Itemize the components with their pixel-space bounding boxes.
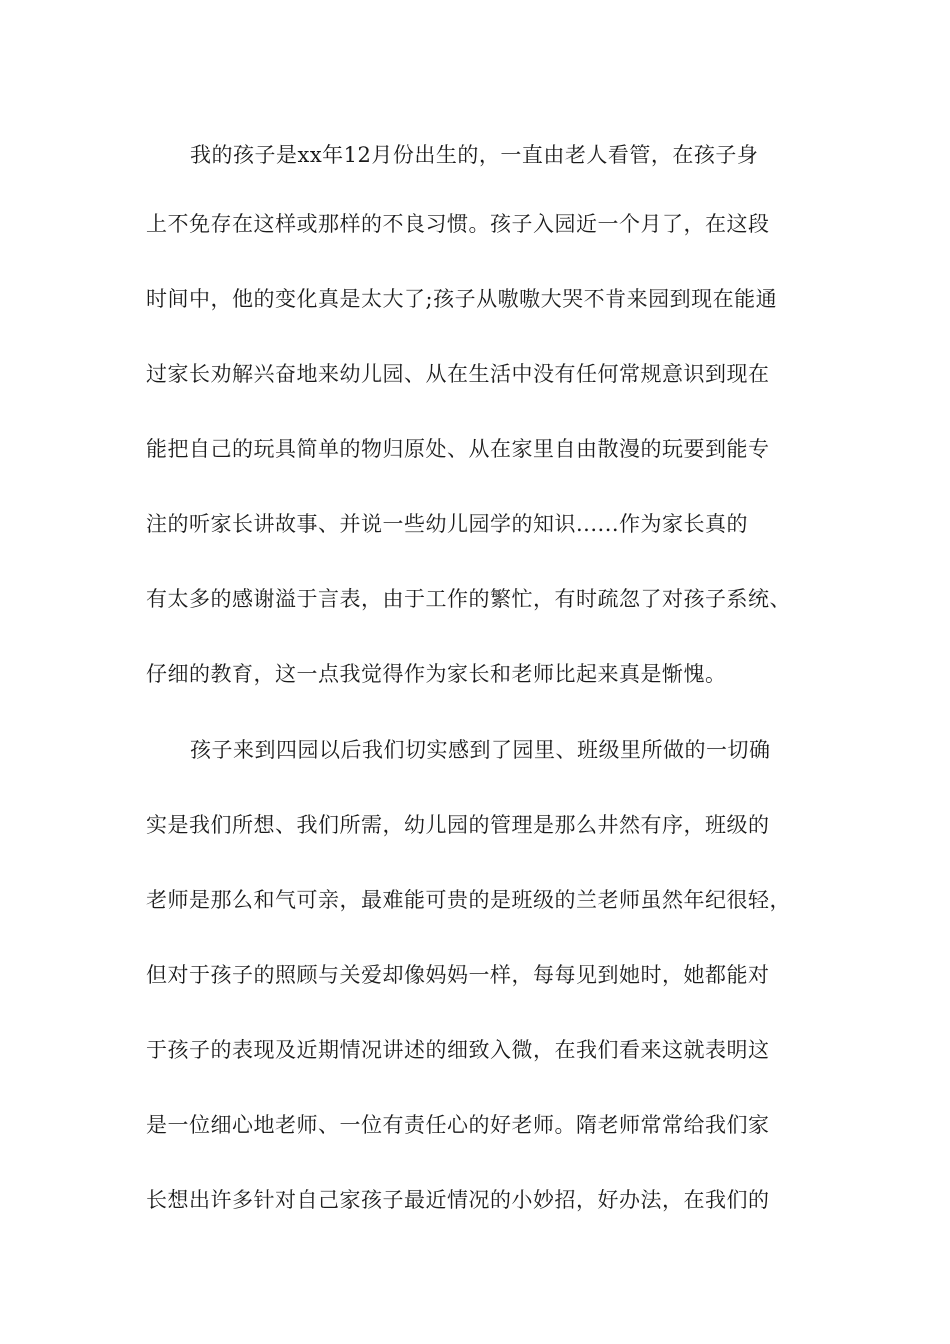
paragraph-2-line-1: 孩子来到四园以后我们切实感到了园里、班级里所做的一切确 [190, 738, 771, 762]
paragraph-1-line-5: 能把自己的玩具简单的物归原处、从在家里自由散漫的玩要到能专 [146, 437, 770, 461]
paragraph-1-line-2: 上不免存在这样或那样的不良习惯。孩子入园近一个月了，在这段 [146, 212, 770, 236]
paragraph-2-line-6: 是一位细心地老师、一位有责任心的好老师。隋老师常常给我们家 [146, 1113, 770, 1137]
paragraph-1-line-1: 我的孩子是xx年12月份出生的，一直由老人看管，在孩子身 [190, 143, 759, 167]
paragraph-2-line-3: 老师是那么和气可亲，最难能可贵的是班级的兰老师虽然年纪很轻， [146, 888, 791, 912]
paragraph-1-line-3: 时间中，他的变化真是太大了;孩子从嗷嗷大哭不肯来园到现在能通 [146, 287, 778, 311]
paragraph-1-line-4: 过家长劝解兴奋地来幼儿园、从在生活中没有任何常规意识到现在 [146, 362, 770, 386]
paragraph-2-line-5: 于孩子的表现及近期情况讲述的细致入微，在我们看来这就表明这 [146, 1038, 770, 1062]
paragraph-2-line-7: 长想出许多针对自己家孩子最近情况的小妙招，好办法，在我们的 [146, 1188, 770, 1212]
paragraph-2-line-2: 实是我们所想、我们所需，幼儿园的管理是那么井然有序，班级的 [146, 813, 770, 837]
paragraph-1-line-6: 注的听家长讲故事、并说一些幼儿园学的知识......作为家长真的 [146, 512, 749, 536]
paragraph-1-line-8: 仔细的教育，这一点我觉得作为家长和老师比起来真是惭愧。 [146, 662, 727, 686]
paragraph-2-line-4: 但对于孩子的照顾与关爱却像妈妈一样，每每见到她时，她都能对 [146, 963, 770, 987]
paragraph-1-line-7: 有太多的感谢溢于言表，由于工作的繁忙，有时疏忽了对孩子系统、 [146, 587, 791, 611]
